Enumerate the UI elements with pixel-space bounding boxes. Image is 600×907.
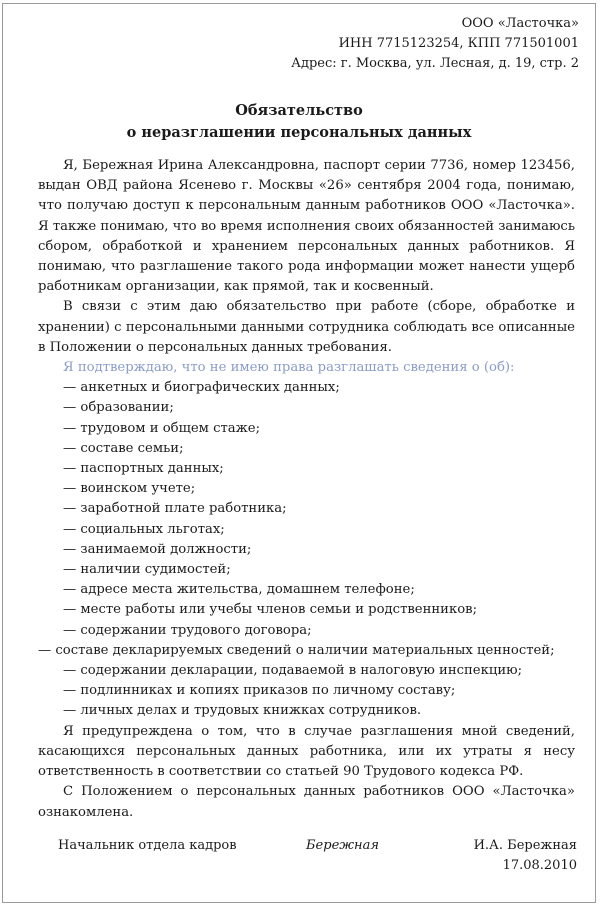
paragraph-confirmation: Я подтверждаю, что не имею права разглашать сведения о (об): — [63, 360, 515, 376]
handwritten-signature: Бережная — [306, 838, 379, 853]
paragraph-acknowledgement: С Положением о персональных данных работников ООО «Ласточка» ознакомлена. — [38, 784, 575, 820]
disclosure-list — [38, 378, 575, 721]
list-item: — образовании; — [63, 400, 174, 416]
list-item: — содержании трудового договора; — [63, 622, 312, 638]
signer-position: Начальник отдела кадров — [58, 838, 237, 853]
company-inn-kpp: ИНН 7715123254, КПП 771501001 — [338, 36, 579, 51]
list-item: — личных делах и трудовых книжках сотрудников. — [63, 703, 422, 719]
list-item: — содержании декларации, подаваемой в налоговую инспекцию; — [63, 663, 523, 679]
document-page — [2, 3, 596, 903]
list-item: — составе декларируемых сведений о наличии материальных ценностей; — [38, 642, 555, 658]
signer-name: И.А. Бережная — [473, 838, 577, 853]
list-item: — заработной плате работника; — [63, 501, 287, 517]
list-item: — месте работы или учебы членов семьи и родственников; — [63, 602, 478, 618]
paragraph-liability: Я предупреждена о том, что в случае разглашения мной сведений, касающихся персональных данных работника, или их утраты я несу ответственность в соответствии со статьей 90 Трудового кодекса РФ. — [38, 723, 575, 780]
list-item: — воинском учете; — [63, 481, 196, 497]
company-address: Адрес: г. Москва, ул. Лесная, д. 19, стр. 2 — [291, 56, 579, 71]
document-title — [3, 100, 595, 144]
document-body — [38, 156, 575, 823]
list-item: — занимаемой должности; — [63, 541, 252, 557]
list-item: — паспортных данных; — [63, 461, 224, 477]
paragraph-obligation: В связи с этим даю обязательство при работе (сборе, обработке и хранении) с персональными данными сотрудника соблюдать все описанные в Положении о персональных данных требования. — [38, 299, 575, 355]
title-line-2: о неразглашении персональных данных — [126, 124, 472, 141]
list-item: — анкетных и биографических данных; — [63, 380, 340, 396]
paragraph-intro: Я, Бережная Ирина Александровна, паспорт серии 7736, номер 123456, выдан ОВД района Ясенево г. Москвы «26» сентября 2004 года, понимаю, что получаю доступ к персональным данным работников ООО «Ласточка». Я также понимаю, что во время исполнения своих обязанностей занимаюсь сбором, обработкой и хранением персональных данных работников. Я понимаю, что разглашение такого рода информации может нанести ущерб работникам организации, как прямой, так и косвенный. — [38, 158, 575, 295]
signature-date: 17.08.2010 — [502, 858, 577, 873]
list-item: — составе семьи; — [63, 440, 184, 456]
list-item: — трудовом и общем стаже; — [63, 420, 261, 436]
list-item: — подлинниках и копиях приказов по личному составу; — [63, 683, 456, 699]
company-name: ООО «Ласточка» — [461, 16, 579, 31]
list-item: — социальных льготах; — [63, 521, 225, 537]
title-line-1: Обязательство — [235, 102, 363, 119]
list-item: — наличии судимостей; — [63, 562, 231, 578]
company-header — [291, 14, 579, 74]
list-item: — адресе места жительства, домашнем телефоне; — [63, 582, 415, 598]
